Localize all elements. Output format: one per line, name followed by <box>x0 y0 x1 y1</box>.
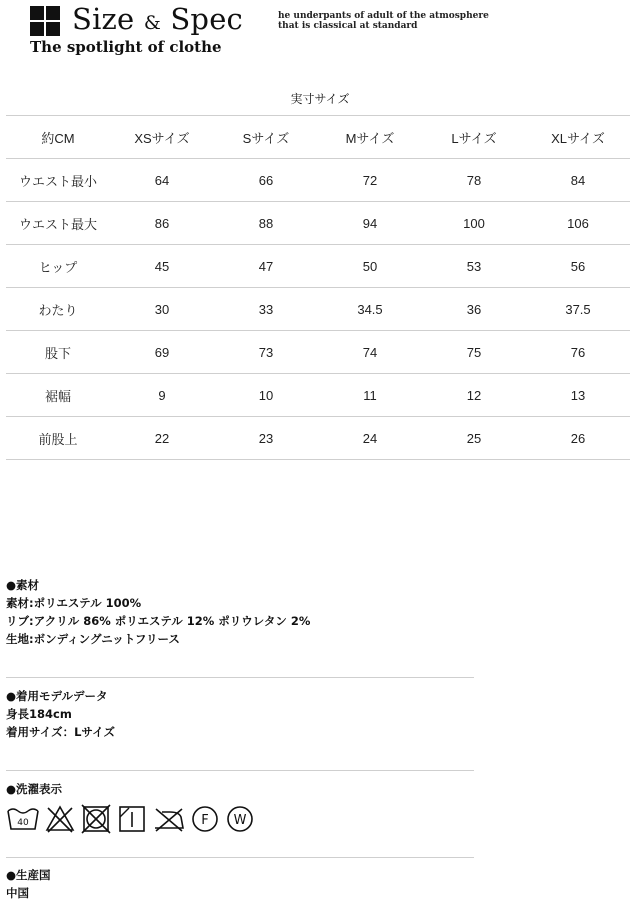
brand-subtitle: The spotlight of clothe <box>30 38 222 56</box>
no-iron-icon <box>152 803 186 835</box>
size-table <box>6 115 630 460</box>
table-row <box>6 245 630 288</box>
table-row <box>6 331 630 374</box>
table-cell: 9 <box>110 374 214 417</box>
table-cell: 23 <box>214 417 318 460</box>
column-header: Sサイズ <box>214 116 318 159</box>
model-heading: ●着用モデルデータ <box>6 689 108 703</box>
table-cell: 56 <box>526 245 630 288</box>
row-label: ヒップ <box>6 245 110 288</box>
table-cell: 74 <box>318 331 422 374</box>
table-cell: 22 <box>110 417 214 460</box>
table-cell: 94 <box>318 202 422 245</box>
table-cell: 53 <box>422 245 526 288</box>
table-cell: 84 <box>526 159 630 202</box>
table-cell: 106 <box>526 202 630 245</box>
column-header: 約CM <box>6 116 110 159</box>
origin-country: 中国 <box>6 886 29 900</box>
brand-tagline <box>278 11 489 31</box>
model-section <box>6 687 115 741</box>
wet-clean-w-label: W <box>233 813 247 828</box>
table-cell: 24 <box>318 417 422 460</box>
table-cell: 30 <box>110 288 214 331</box>
row-label: 前股上 <box>6 417 110 460</box>
model-size: 着用サイズ：Lサイズ <box>6 725 115 739</box>
model-height: 身長184cm <box>6 707 72 721</box>
row-label: ウエスト最大 <box>6 202 110 245</box>
brand-header <box>0 0 640 64</box>
table-row <box>6 288 630 331</box>
table-row <box>6 417 630 460</box>
table-cell: 10 <box>214 374 318 417</box>
material-heading: ●素材 <box>6 578 40 592</box>
column-header: XSサイズ <box>110 116 214 159</box>
origin-section <box>6 866 51 902</box>
material-line: リブ:アクリル 86% ポリエステル 12% ポリウレタン 2% <box>6 614 311 628</box>
material-line: 生地:ボンディングニットフリース <box>6 632 180 646</box>
column-header: Mサイズ <box>318 116 422 159</box>
row-label: 裾幅 <box>6 374 110 417</box>
table-cell: 33 <box>214 288 318 331</box>
tagline-line-1: he underpants of adult of the atmosphere <box>278 11 489 21</box>
dry-clean-f-label: F <box>201 813 209 828</box>
origin-heading: ●生産国 <box>6 868 51 882</box>
table-row <box>6 159 630 202</box>
table-cell: 13 <box>526 374 630 417</box>
row-label: ウエスト最小 <box>6 159 110 202</box>
divider <box>6 770 474 771</box>
wash-40-icon <box>6 803 40 835</box>
table-cell: 88 <box>214 202 318 245</box>
row-label: わたり <box>6 288 110 331</box>
table-cell: 75 <box>422 331 526 374</box>
line-dry-icon <box>116 803 148 835</box>
table-cell: 34.5 <box>318 288 422 331</box>
dry-clean-f-icon <box>190 803 220 835</box>
table-row <box>6 374 630 417</box>
table-cell: 69 <box>110 331 214 374</box>
material-line: 素材:ポリエステル 100% <box>6 596 142 610</box>
logo-squares-icon <box>30 6 60 36</box>
care-heading: ●洗濯表示 <box>6 782 63 796</box>
table-cell: 76 <box>526 331 630 374</box>
table-cell: 36 <box>422 288 526 331</box>
table-cell: 50 <box>318 245 422 288</box>
table-cell: 100 <box>422 202 526 245</box>
wash-temp-label: 40 <box>17 818 29 828</box>
table-cell: 73 <box>214 331 318 374</box>
divider <box>6 677 474 678</box>
table-cell: 37.5 <box>526 288 630 331</box>
table-cell: 86 <box>110 202 214 245</box>
divider <box>6 857 474 858</box>
column-header: Lサイズ <box>422 116 526 159</box>
no-bleach-icon <box>44 803 76 835</box>
no-tumble-dry-icon <box>80 803 112 835</box>
table-cell: 66 <box>214 159 318 202</box>
table-cell: 25 <box>422 417 526 460</box>
material-section <box>6 576 310 648</box>
table-cell: 11 <box>318 374 422 417</box>
table-row <box>6 202 630 245</box>
table-cell: 72 <box>318 159 422 202</box>
size-table-caption: 実寸サイズ <box>290 92 350 106</box>
table-cell: 78 <box>422 159 526 202</box>
tagline-line-2: that is classical at standard <box>278 21 418 31</box>
brand-amp: & <box>143 12 161 34</box>
column-header: XLサイズ <box>526 116 630 159</box>
wet-clean-w-icon <box>224 803 256 835</box>
row-label: 股下 <box>6 331 110 374</box>
table-cell: 26 <box>526 417 630 460</box>
brand-title <box>72 2 243 36</box>
table-cell: 64 <box>110 159 214 202</box>
table-cell: 45 <box>110 245 214 288</box>
brand-spec: Spec <box>170 2 243 36</box>
table-header-row <box>6 116 630 159</box>
brand-size: Size <box>72 2 135 36</box>
table-cell: 12 <box>422 374 526 417</box>
table-cell: 47 <box>214 245 318 288</box>
